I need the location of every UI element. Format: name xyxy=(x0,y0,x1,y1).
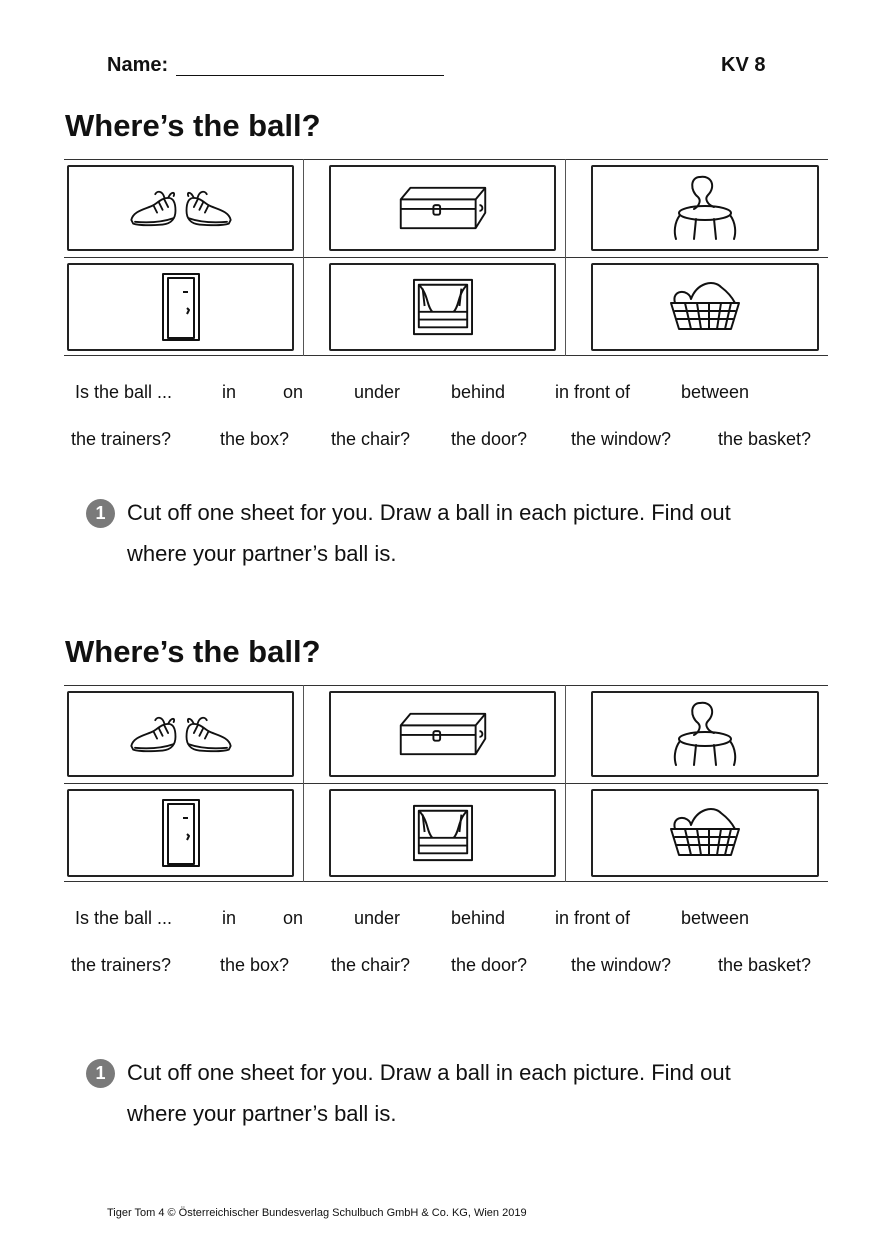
word-under: under xyxy=(354,382,401,402)
picture-chair[interactable] xyxy=(591,165,819,251)
picture-basket[interactable] xyxy=(591,789,819,877)
instruction-line-1: Cut off one sheet for you. Draw a ball in each picture. Find out xyxy=(127,500,731,525)
word-behind: behind xyxy=(451,382,506,402)
copyright-footer: Tiger Tom 4 © Österreichischer Bundesverlag Schulbuch GmbH & Co. KG, Wien 2019 xyxy=(107,1207,527,1219)
word-the-box: the box? xyxy=(220,429,290,449)
chair-icon xyxy=(670,699,740,769)
trainers-icon xyxy=(125,711,237,757)
word-the-box: the box? xyxy=(220,955,290,975)
sheet-1-instruction xyxy=(127,492,827,574)
box-icon xyxy=(395,710,491,758)
picture-door[interactable] xyxy=(67,263,294,351)
picture-window[interactable] xyxy=(329,789,556,877)
window-icon xyxy=(411,277,475,337)
basket-icon xyxy=(665,803,745,863)
picture-box[interactable] xyxy=(329,691,556,777)
word-the-chair: the chair? xyxy=(331,429,411,449)
word-the-basket: the basket? xyxy=(718,429,812,449)
word-on: on xyxy=(283,908,304,928)
word-between: between xyxy=(681,908,750,928)
word-the-door: the door? xyxy=(451,955,528,975)
instruction-line-2: where your partner’s ball is. xyxy=(127,541,397,566)
name-label: Name: xyxy=(107,54,169,76)
word-in: in xyxy=(222,382,237,402)
instruction-line-1: Cut off one sheet for you. Draw a ball in each picture. Find out xyxy=(127,1060,731,1085)
word-is-the-ball: Is the ball ... xyxy=(75,382,173,402)
sheet-1-title: Where’s the ball? xyxy=(65,108,321,143)
word-the-basket: the basket? xyxy=(718,955,812,975)
word-in: in xyxy=(222,908,237,928)
picture-trainers[interactable] xyxy=(67,165,294,251)
picture-door[interactable] xyxy=(67,789,294,877)
word-the-window: the window? xyxy=(571,955,672,975)
word-in-front-of: in front of xyxy=(555,382,631,402)
word-the-door: the door? xyxy=(451,429,528,449)
word-the-window: the window? xyxy=(571,429,672,449)
sheet-2-instruction xyxy=(127,1052,827,1134)
picture-box[interactable] xyxy=(329,165,556,251)
name-field[interactable] xyxy=(176,75,444,76)
instruction-number-badge: 1 xyxy=(86,1059,115,1088)
word-on: on xyxy=(283,382,304,402)
sheet-2-picture-grid xyxy=(64,685,828,882)
worksheet-code: KV 8 xyxy=(721,54,766,76)
basket-icon xyxy=(665,277,745,337)
trainers-icon xyxy=(125,185,237,231)
picture-chair[interactable] xyxy=(591,691,819,777)
sheet-2-title: Where’s the ball? xyxy=(65,634,321,669)
window-icon xyxy=(411,803,475,863)
instruction-line-2: where your partner’s ball is. xyxy=(127,1101,397,1126)
word-the-trainers: the trainers? xyxy=(71,955,172,975)
picture-basket[interactable] xyxy=(591,263,819,351)
word-the-trainers: the trainers? xyxy=(71,429,172,449)
word-is-the-ball: Is the ball ... xyxy=(75,908,173,928)
instruction-number-badge: 1 xyxy=(86,499,115,528)
word-behind: behind xyxy=(451,908,506,928)
door-icon xyxy=(159,798,203,868)
chair-icon xyxy=(670,173,740,243)
door-icon xyxy=(159,272,203,342)
word-between: between xyxy=(681,382,750,402)
word-under: under xyxy=(354,908,401,928)
word-in-front-of: in front of xyxy=(555,908,631,928)
word-the-chair: the chair? xyxy=(331,955,411,975)
box-icon xyxy=(395,184,491,232)
picture-trainers[interactable] xyxy=(67,691,294,777)
sheet-1-picture-grid xyxy=(64,159,828,356)
picture-window[interactable] xyxy=(329,263,556,351)
